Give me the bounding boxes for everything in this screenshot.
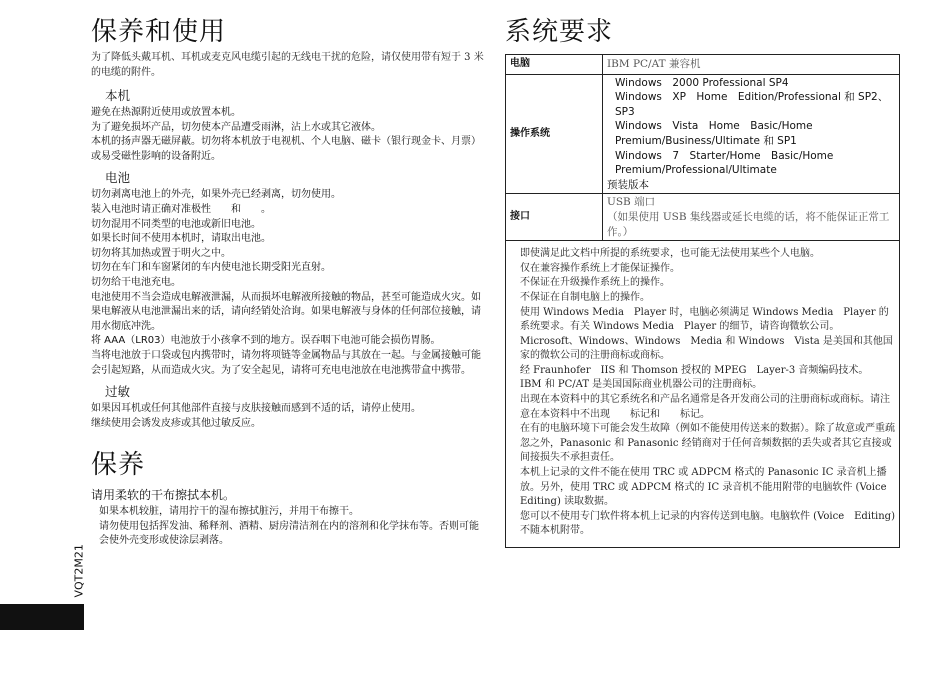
battery-line: 装入电池时请正确对准极性 和 。 — [91, 203, 271, 215]
os-key: 操作系统 — [506, 74, 603, 194]
intro-text: 为了降低头戴耳机、耳机或麦克风电缆引起的无线电干扰的危险，请仅使用带有短于 3 米的电缆的附件。 — [91, 52, 484, 78]
note-line: 不保证在升级操作系统上的操作。 — [520, 277, 670, 289]
os-line: Windows Vista Home Basic/Home Premium/Business/Ultimate 和 SP1 — [615, 120, 824, 147]
page-edge-tab — [0, 604, 84, 630]
note-line: 使用 Windows Media Player 时，电脑必须满足 Windows Media Player 的系统要求。有关 Windows Media Player 的细节，请咨询微软公司。 — [520, 306, 889, 333]
note-line: 在有的电脑环境下可能会发生故障（例如不能使用传送来的数据）。除了故意或严重疏忽之外，Panasonic 和 Panasonic 经销商对于任何音频数据的丢失或者其它直接或间接损失不承担责任。 — [520, 423, 895, 464]
table-row — [506, 194, 900, 241]
os-line: Windows 2000 Professional SP4 — [615, 76, 789, 89]
port-line: USB 端口 — [607, 196, 656, 209]
battery-line: 将 AAA（LR03）电池放于小孩拿不到的地方。误吞咽下电池可能会损伤胃肠。 — [91, 335, 441, 347]
section-allergy — [91, 384, 486, 431]
document-code-text: VQT2M21 — [72, 544, 86, 598]
section-unit — [91, 88, 486, 164]
care-use-title: 保养和使用 — [91, 17, 227, 47]
port-line: （如果使用 USB 集线器或延长电缆的话，将不能保证正常工作。） — [607, 210, 890, 238]
battery-line: 切勿给干电池充电。 — [91, 276, 181, 288]
battery-line: 切勿在车门和车窗紧闭的车内使电池长期受阳光直射。 — [91, 262, 331, 274]
section-battery — [91, 170, 486, 378]
os-line: Windows 7 Starter/Home Basic/Home Premium/Professional/Ultimate — [615, 149, 834, 177]
note-line: 不保证在自制电脑上的操作。 — [520, 291, 650, 303]
port-value — [603, 194, 900, 241]
document-code — [64, 544, 94, 598]
note-line: 经 Fraunhofer IIS 和 Thomson 授权的 MPEG Layer-3 音频编码技术。 — [520, 364, 869, 376]
note-line: 本机上记录的文件不能在使用 TRC 或 ADPCM 格式的 Panasonic IC 录音机上播放。另外，使用 TRC 或 ADPCM 格式的 IC 录音机不能用附带的电脑软件 (Voice Editing) 读取数据。 — [520, 467, 897, 508]
note-line: 即使满足此文档中所提的系统要求，也可能无法使用某些个人电脑。 — [520, 248, 820, 260]
section-heading-battery: 电池 — [105, 170, 131, 186]
os-preinstalled: 预装版本 — [607, 178, 649, 191]
port-key: 接口 — [506, 194, 603, 241]
table-row — [506, 74, 900, 194]
battery-line: 当将电池放于口袋或包内携带时，请勿将项链等金属物品与其放在一起。与金属接触可能会引起短路，从而造成火灾。为了安全起见，请将可充电电池放在电池携带盒中携带。 — [91, 349, 481, 376]
unit-line: 本机的扬声器无磁屏蔽。切勿将本机放于电视机、个人电脑、磁卡（银行现金卡、月票）或易受磁性影响的设备附近。 — [91, 136, 481, 162]
note-line: 仅在兼容操作系统上才能保证操作。 — [520, 262, 680, 274]
os-line: Windows XP Home Edition/Professional 和 SP2、SP3 — [615, 91, 889, 118]
section-heading-unit: 本机 — [105, 88, 131, 103]
system-requirements-title: 系统要求 — [505, 17, 614, 47]
note-line: Microsoft、Windows、Windows Media 和 Windows Vista 是美国和其他国家的微软公司的注册商标或商标。 — [520, 335, 893, 362]
pc-value: IBM PC/AT 兼容机 — [603, 55, 900, 75]
care-lead: 请用柔软的干布擦拭本机。 — [91, 488, 236, 503]
note-line: IBM 和 PC/AT 是美国国际商业机器公司的注册商标。 — [520, 379, 763, 391]
section-heading-allergy: 过敏 — [105, 384, 131, 400]
allergy-line: 继续使用会诱发皮疹或其他过敏反应。 — [91, 417, 261, 429]
battery-line: 切勿剥离电池上的外壳，如果外壳已经剥离，切勿使用。 — [91, 189, 341, 201]
os-value — [603, 74, 900, 194]
care-line: 请勿使用包括挥发油、稀释剂、酒精、厨房清洁剂在内的溶剂和化学抹布等。否则可能会使外壳变形或使涂层剥落。 — [99, 520, 479, 547]
note-line: 您可以不使用专门软件将本机上记录的内容传送到电脑。电脑软件 (Voice Editing) 不随本机附带。 — [520, 510, 895, 537]
battery-line: 切勿将其加热或置于明火之中。 — [91, 247, 231, 259]
care-line: 如果本机较脏，请用拧干的湿布擦拭脏污，并用干布擦干。 — [99, 506, 359, 518]
note-line: 出现在本资料中的其它系统名和产品名通常是各开发商公司的注册商标或商标。请注意在本资料中不出现 标记和 标记。 — [520, 394, 890, 420]
battery-line: 切勿混用不同类型的电池或新旧电池。 — [91, 218, 261, 230]
care-title: 保养 — [91, 450, 146, 481]
unit-line: 避免在热源附近使用或放置本机。 — [91, 107, 241, 118]
requirements-table — [505, 54, 900, 241]
unit-line: 为了避免损坏产品，切勿使本产品遭受雨淋，沾上水或其它液体。 — [91, 121, 381, 133]
battery-line: 如果长时间不使用本机时，请取出电池。 — [91, 233, 271, 245]
table-row — [506, 55, 900, 75]
notes-box — [505, 241, 900, 548]
allergy-line: 如果因耳机或任何其他部件直接与皮肤接触而感到不适的话，请停止使用。 — [91, 403, 421, 415]
system-requirements-column — [505, 16, 900, 548]
battery-line: 电池使用不当会造成电解液泄漏，从而损坏电解液所接触的物品，甚至可能造成火灾。如果电解液从电池泄漏出来的话，请向经销处洽询。如果电解液与身体的任何部位接触，请用水彻底冲洗。 — [91, 291, 481, 332]
care-and-use-column — [91, 16, 486, 549]
pc-key: 电脑 — [506, 55, 603, 75]
